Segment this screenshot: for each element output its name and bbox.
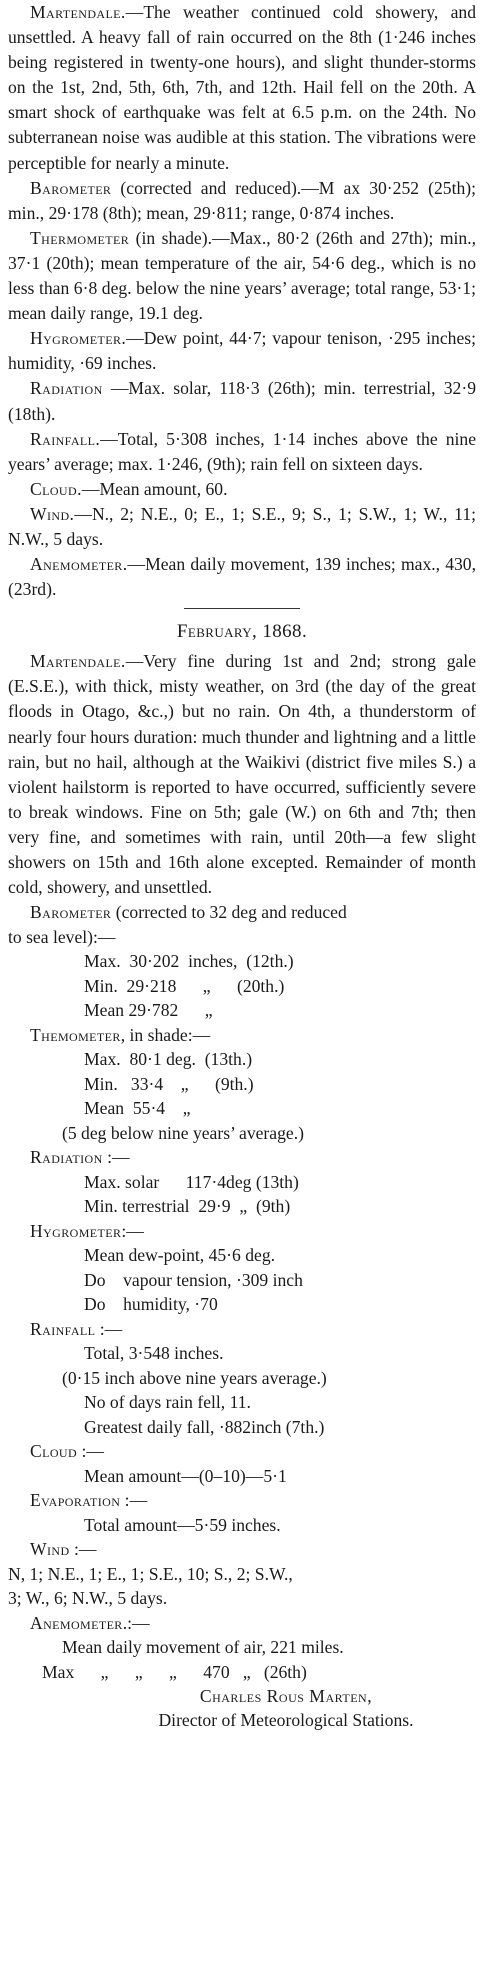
cloud-label: Cloud. (30, 478, 82, 499)
february-evaporation: Evaporation :— Total amount—5·59 inches. (8, 1488, 476, 1537)
january-cloud: Cloud.—Mean amount, 60. (30, 478, 228, 499)
february-wind: Wind :— N, 1; N.E., 1; E., 1; S.E., 10; S., 2; S.W., 3; W., 6; N.W., 5 days. (8, 1537, 476, 1611)
rainfall-days: No of days rain fell, 11. (84, 1392, 251, 1413)
station-name: Martendale. (30, 2, 126, 22)
february-radiation: Radiation :— Max. solar 117·4deg (13th) Min. terrestrial 29·9 „ (9th) (8, 1145, 476, 1219)
february-heading: February, 1868. (176, 621, 308, 643)
cloud-mean: Mean amount—(0–10)—5·1 (84, 1465, 287, 1486)
barometer-max: Max. 30·202 inches, (12th.) (84, 951, 294, 972)
february-cloud: Cloud :— Mean amount—(0–10)—5·1 (8, 1439, 476, 1488)
barometer-label: Barometer (30, 177, 112, 198)
february-thermometer: Themometer, in shade:— Max. 80·1 deg. (13th.) Min. 33·4 „ (9th.) Mean 55·4 „ (5 deg below nine years’ average.) (8, 1023, 476, 1146)
hygrometer-label: Hygrometer. (30, 328, 127, 349)
signature-name: Charles Rous Marten, (199, 1686, 373, 1707)
january-intro-paragraph: Martendale.—The weather continued cold showery, and unsettled. A heavy fall of rain occurred on the 8th (1·246 inches being registered in twenty-one hours), and slight thunder-storms on the 1st, 2nd, 5th, 6th, 7th, and 12th. Hail fell on the 20th. A smart shock of earthquake was felt at 6.5 p.m. on the 24th. No subterranean noise was audible at this station. The vibrations were perceptible for nearly a minute. (8, 2, 476, 173)
station-name: Martendale. (30, 651, 126, 672)
january-radiation: Radiation —Max. solar, 118·3 (26th); min. terrestrial, 32·9 (18th). (8, 378, 476, 424)
thermometer-label: Themometer (30, 1024, 121, 1045)
wind-line-2: 3; W., 6; N.W., 5 days. (8, 1588, 168, 1609)
barometer-mean: Mean 29·782 „ (84, 1000, 213, 1021)
wind-label: Wind (30, 1539, 70, 1560)
signature-title: Director of Meteorological Stations. (158, 1710, 414, 1731)
hygrometer-dew-point: Mean dew-point, 45·6 deg. (84, 1245, 276, 1266)
wind-line-1: N, 1; N.E., 1; E., 1; S.E., 10; S., 2; S.W., (8, 1563, 293, 1584)
radiation-label: Radiation (30, 378, 103, 399)
hygrometer-humidity: Do humidity, ·70 (84, 1294, 218, 1315)
january-hygrometer: Hygrometer.—Dew point, 44·7; vapour tenison, ·295 inches; humidity, ·69 inches. (8, 328, 476, 374)
february-intro-paragraph: Martendale.—Very fine during 1st and 2nd; strong gale (E.S.E.), with thick, misty weather, on 3rd (the day of the great floods in Otago, &c.,) but no rain. On 4th, a thunderstorm of nearly four hours duration: much thunder and lightning and a little rain, but no hail, although at the Waikivi (district five miles S.) a violent hailstorm is reported to have occurred, sufficiently severe to break windows. Fine on 5th; gale (W.) on 6th and 7th; then very fine, and sometimes with rain, until 20th—a few slight showers on 15th and 16th alone excepted. Remainder of month cold, showery, and unsettled. (8, 651, 476, 898)
radiation-label: Radiation (30, 1147, 103, 1168)
radiation-max: Max. solar 117·4deg (13th) (84, 1171, 299, 1192)
anemometer-max: Max „ „ „ 470 „ (26th) (42, 1661, 307, 1682)
anemometer-mean: Mean daily movement of air, 221 miles. (62, 1637, 344, 1658)
february-rainfall: Rainfall :— Total, 3·548 inches. (0·15 inch above nine years average.) No of days rain fell, 11. Greatest daily fall, ·882inch (7th.) (8, 1317, 476, 1440)
anemometer-label: Anemometer (30, 1612, 123, 1633)
rainfall-label: Rainfall (30, 1318, 96, 1339)
section-divider (184, 608, 300, 609)
january-thermometer: Thermometer (in shade).—Max., 80·2 (26th and 27th); min., 37·1 (20th); mean temperature of the air, 54·6 deg., which is no less than 6·8 deg. below the nine years’ average; total range, 53·1; mean daily range, 19.1 deg. (8, 227, 476, 324)
february-barometer: Barometer (corrected to 32 deg and reduced to sea level):— Max. 30·202 inches, (12th.) Min. 29·218 „ (20th.) Mean 29·782 „ (8, 900, 476, 1023)
cloud-label: Cloud (30, 1441, 78, 1462)
january-report (8, 0, 476, 602)
wind-label: Wind. (30, 503, 75, 524)
radiation-min: Min. terrestrial 29·9 „ (9th) (84, 1196, 291, 1217)
february-hygrometer: Hygrometer:— Mean dew-point, 45·6 deg. Do vapour tension, ·309 inch Do humidity, ·70 (8, 1219, 476, 1317)
january-rainfall: Rainfall.—Total, 5·308 inches, 1·14 inches above the nine years’ average; max. 1·246, (9th); rain fell on sixteen days. (8, 428, 476, 474)
anemometer-label: Anemometer. (30, 554, 128, 575)
january-wind: Wind.—N., 2; N.E., 0; E., 1; S.E., 9; S., 1; S.W., 1; W., 11; N.W., 5 days. (8, 503, 476, 549)
thermometer-label: Thermometer (30, 227, 130, 248)
hygrometer-label: Hygrometer (30, 1220, 122, 1241)
thermometer-mean: Mean 55·4 „ (84, 1098, 191, 1119)
february-anemometer: Anemometer.:— Mean daily movement of air, 221 miles. Max „ „ „ 470 „ (26th) (8, 1611, 476, 1685)
thermometer-max: Max. 80·1 deg. (13th.) (84, 1049, 253, 1070)
rainfall-label: Rainfall. (30, 428, 101, 449)
rainfall-above-average: (0·15 inch above nine years average.) (62, 1367, 327, 1388)
barometer-min: Min. 29·218 „ (20th.) (84, 975, 285, 996)
thermometer-note: (5 deg below nine years’ average.) (62, 1122, 304, 1143)
rainfall-total: Total, 3·548 inches. (84, 1343, 224, 1364)
hygrometer-vapour: Do vapour tension, ·309 inch (84, 1269, 303, 1290)
evaporation-label: Evaporation (30, 1490, 121, 1511)
thermometer-min: Min. 33·4 „ (9th.) (84, 1073, 254, 1094)
rainfall-greatest: Greatest daily fall, ·882inch (7th.) (84, 1416, 325, 1437)
february-report (8, 617, 476, 1732)
barometer-label: Barometer (30, 902, 112, 923)
evaporation-total: Total amount—5·59 inches. (84, 1514, 281, 1535)
january-barometer: Barometer (corrected and reduced).—M ax 30·252 (25th); min., 29·178 (8th); mean, 29·811; range, 0·874 inches. (8, 177, 476, 223)
january-anemometer: Anemometer.—Mean daily movement, 139 inches; max., 430, (23rd). (8, 554, 476, 600)
